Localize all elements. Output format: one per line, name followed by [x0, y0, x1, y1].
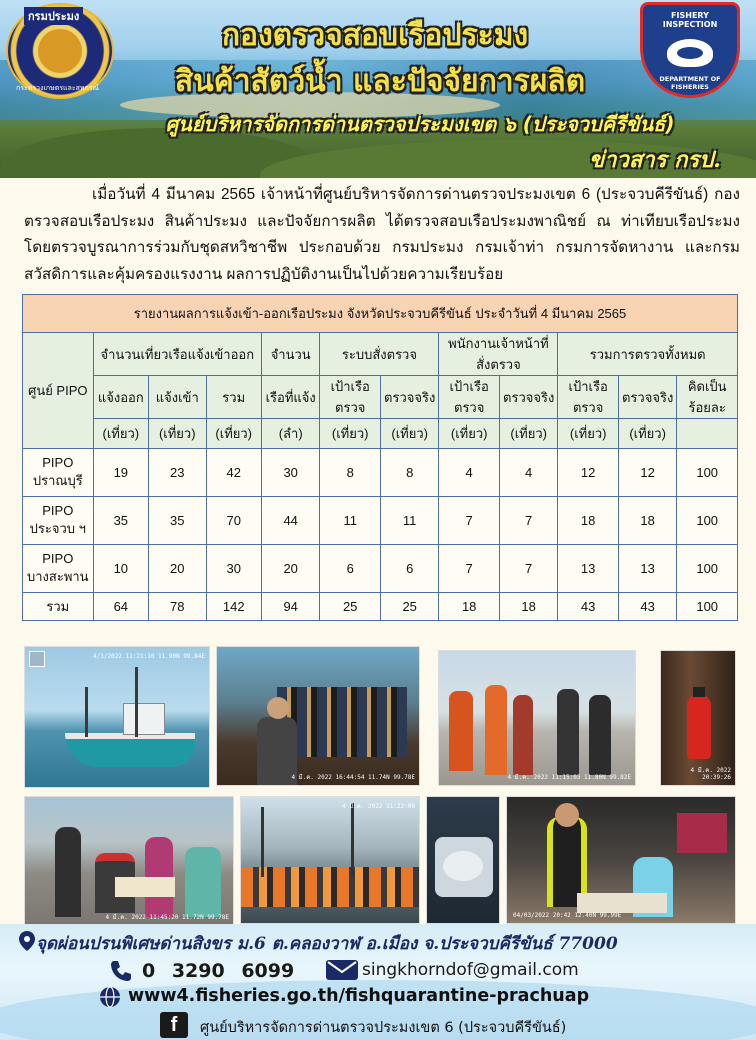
address-text: จุดผ่อนปรนพิเศษด่านสิงขร ม.6 ต.คลองวาฬ อ.เมือง จ.ประจวบคีรีขันธ์ 77000 [36, 934, 618, 954]
cell: 13 [558, 545, 619, 593]
cell: 35 [149, 497, 206, 545]
badge-top-text: FISHERY INSPECTION [662, 11, 718, 29]
night-inspection-photo: 04/03/2022 20:42 12.40N 99.99E [506, 796, 736, 924]
cell: 100 [677, 545, 738, 593]
cell: 43 [618, 593, 676, 621]
cell: 94 [261, 593, 319, 621]
cell: 23 [149, 449, 206, 497]
badge-bottom-text: DEPARTMENT OF FISHERIES [659, 75, 721, 91]
center-cell: PIPO บางสะพาน [23, 545, 94, 593]
cell: 7 [439, 497, 500, 545]
cell: 4 [439, 449, 500, 497]
cell: 4 [499, 449, 557, 497]
cell: 20 [261, 545, 319, 593]
cell: 12 [618, 449, 676, 497]
group-vessels-header: จำนวน [261, 333, 319, 376]
phone-number[interactable]: 0 3290 6099 [142, 960, 295, 982]
website-url[interactable]: www4.fisheries.go.th/fishquarantine-prachuap [128, 986, 590, 1006]
cell: 78 [149, 593, 206, 621]
col-in-header: แจ้งเข้า [149, 376, 206, 419]
unit-label: (เที่ยว) [439, 419, 500, 449]
crew-inspection-photo: 4 มี.ค. 2022 16:44:54 11.74N 99.78E [216, 646, 420, 786]
cell: 25 [320, 593, 381, 621]
cell: 18 [499, 593, 557, 621]
col-vessels-header: เรือที่แจ้ง [261, 376, 319, 419]
news-label: ข่าวสาร กรป. [589, 147, 721, 173]
col-tot-target-header: เป้าเรือตรวจ [558, 376, 619, 419]
unit-label: (เที่ยว) [206, 419, 261, 449]
contact-footer [0, 924, 756, 1040]
cell: 44 [261, 497, 319, 545]
unit-label [677, 419, 738, 449]
unit-label: (เที่ยว) [93, 419, 148, 449]
cell: 30 [206, 545, 261, 593]
cell: 18 [558, 497, 619, 545]
unit-label: (ลำ) [261, 419, 319, 449]
globe-icon [96, 986, 124, 1008]
col-out-header: แจ้งออก [93, 376, 148, 419]
cell: 64 [93, 593, 148, 621]
header-banner [0, 0, 756, 178]
table-row [23, 497, 738, 545]
cell: 43 [558, 593, 619, 621]
cell: 8 [320, 449, 381, 497]
pin-icon [16, 930, 38, 952]
cell: 12 [558, 449, 619, 497]
logo-text: กรมประมง [24, 7, 83, 25]
cell: 7 [499, 497, 557, 545]
fishing-boat-photo: 4/3/2022 11:21:10 11.90N 99.84E [24, 646, 210, 788]
cell: 18 [439, 593, 500, 621]
cell: 42 [206, 449, 261, 497]
unit-label: (เที่ยว) [380, 419, 438, 449]
unit-label: (เที่ยว) [320, 419, 381, 449]
cell: 6 [380, 545, 438, 593]
cell: 100 [677, 497, 738, 545]
phone-icon [108, 958, 134, 984]
cell: 25 [380, 593, 438, 621]
group-total-header: รวมการตรวจทั้งหมด [558, 333, 738, 376]
col-sys-target-header: เป้าเรือตรวจ [320, 376, 381, 419]
group-notify-header: จำนวนเที่ยวเรือแจ้งเข้าออก [93, 333, 261, 376]
group-officer-header: พนักงานเจ้าหน้าที่สั่งตรวจ [439, 333, 558, 376]
col-tot-actual-header: ตรวจจริง [618, 376, 676, 419]
cell: 7 [499, 545, 557, 593]
catch-container-photo [426, 796, 500, 924]
table-row [23, 449, 738, 497]
cell: 30 [261, 449, 319, 497]
col-off-actual-header: ตรวจจริง [499, 376, 557, 419]
cell: 7 [439, 545, 500, 593]
cell: 11 [320, 497, 381, 545]
cell: 100 [677, 449, 738, 497]
center-cell: PIPO ประจวบ ฯ [23, 497, 94, 545]
cell: 18 [618, 497, 676, 545]
news-paragraph: เมื่อวันที่ 4 มีนาคม 2565 เจ้าหน้าที่ศูนย์บริหารจัดการด่านตรวจประมงเขต 6 (ประจวบคีรีขันธ์) กองตรวจสอบเรือประมง สินค้าประมง และปัจจัยการผลิต ได้ตรวจสอบเรือประมงพาณิชย์ ณ ท่าเทียบเรือประมง โดยตรวจบูรณาการร่วมกับชุดสหวิชาชีพ ประกอบด้วย กรมประมง กรมเจ้าท่า กรมการจัดหางาน และกรมสวัสดิการและคุ้มครองแรงงาน ผลการปฏิบัติงานเป็นไปด้วยความเรียบร้อย [24, 186, 740, 283]
table-row [23, 545, 738, 593]
col-off-target-header: เป้าเรือตรวจ [439, 376, 500, 419]
title-line-1: กองตรวจสอบเรือประมง [221, 18, 529, 53]
cell: 100 [677, 593, 738, 621]
unit-label: (เที่ยว) [499, 419, 557, 449]
email-address[interactable]: singkhorndof@gmail.com [362, 960, 579, 980]
col-sum-header: รวม [206, 376, 261, 419]
facebook-icon[interactable]: f [160, 1012, 188, 1038]
col-sys-actual-header: ตรวจจริง [380, 376, 438, 419]
facebook-page-name[interactable]: ศูนย์บริหารจัดการด่านตรวจประมงเขต 6 (ประจวบคีรีขันธ์) [200, 1020, 567, 1036]
cell: 142 [206, 593, 261, 621]
department-of-fisheries-logo [6, 3, 114, 99]
title-line-3: ศูนย์บริหารจัดการด่านตรวจประมงเขต ๖ (ประจวบคีรีขันธ์) [165, 112, 675, 136]
center-cell: PIPO ปราณบุรี [23, 449, 94, 497]
table-title: รายงานผลการแจ้งเข้า-ออกเรือประมง จังหวัดประจวบคีรีขันธ์ ประจำวันที่ 4 มีนาคม 2565 [23, 295, 738, 333]
center-header: ศูนย์ PIPO [23, 333, 94, 449]
cell: 19 [93, 449, 148, 497]
cell: 35 [93, 497, 148, 545]
cell: 70 [206, 497, 261, 545]
col-percent-header: คิดเป็นร้อยละ [677, 376, 738, 419]
logo-subtext: กระทรวงเกษตรและสหกรณ์ [16, 84, 99, 92]
cell: 13 [618, 545, 676, 593]
unit-label: (เที่ยว) [558, 419, 619, 449]
total-label: รวม [23, 593, 94, 621]
crew-on-deck-photo: 4 มี.ค. 2022 11:22:09 [240, 796, 420, 924]
report-table [22, 294, 738, 621]
cell: 6 [320, 545, 381, 593]
unit-label: (เที่ยว) [149, 419, 206, 449]
title-line-2: สินค้าสัตว์น้ำ และปัจจัยการผลิต [174, 64, 586, 99]
officers-dock-photo: 4 มี.ค. 2022 11:15:03 11.80N 99.82E [438, 650, 636, 786]
fire-extinguisher-photo: 4 มี.ค. 2022 20:39:26 [660, 650, 736, 786]
cell: 20 [149, 545, 206, 593]
group-order-header: ระบบสั่งตรวจ [320, 333, 439, 376]
table-total-row [23, 593, 738, 621]
cell: 11 [380, 497, 438, 545]
document-check-photo: 4 มี.ค. 2022 11:45:20 11.72N 99.78E [24, 796, 234, 926]
unit-label: (เที่ยว) [618, 419, 676, 449]
cell: 10 [93, 545, 148, 593]
email-icon [324, 956, 360, 984]
cell: 8 [380, 449, 438, 497]
